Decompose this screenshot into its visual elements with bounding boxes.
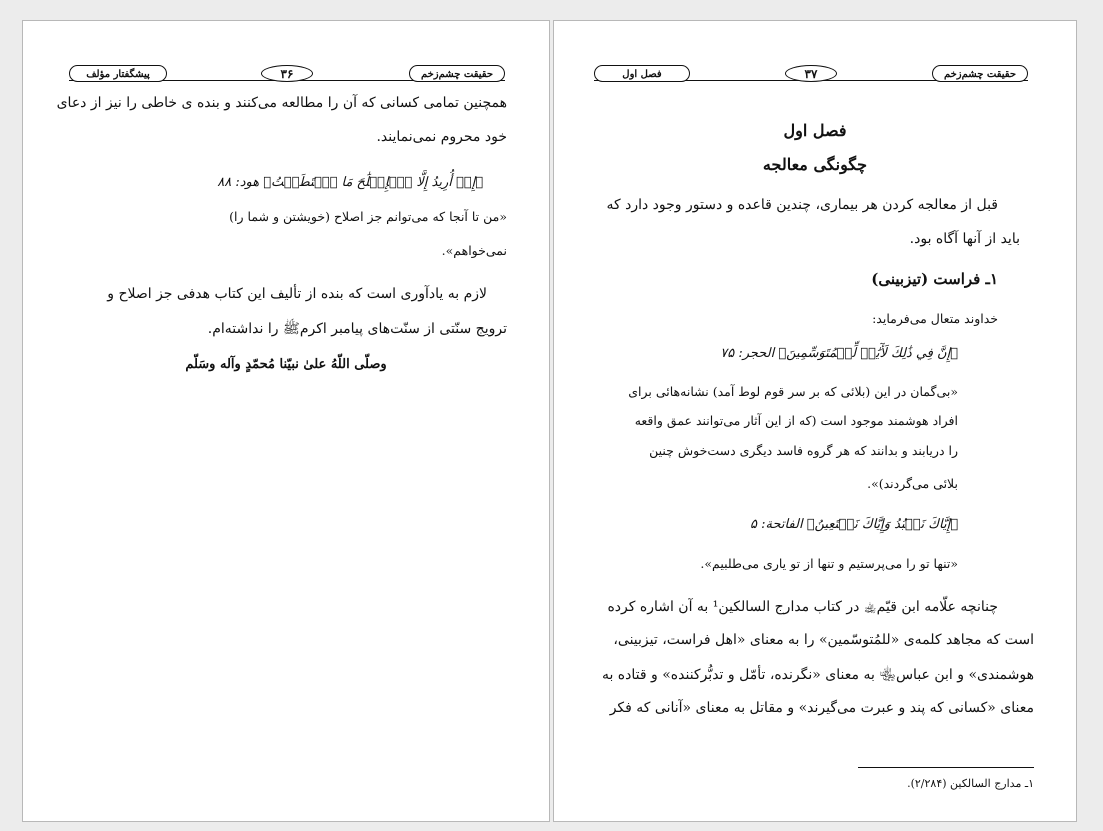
header-page-number: ۳۶ xyxy=(261,65,313,82)
body-line: لازم به یادآوری است که بنده از تألیف این کتاب هدفی جز اصلاح و xyxy=(107,286,487,302)
footnote-rule xyxy=(858,767,1034,768)
quran-verse: ﴿إِيَّاكَ نَعۡبُدُ وَإِيَّاكَ نَسۡتَعِينُ﴾ الفاتحة: ۵ xyxy=(749,517,958,532)
closing-salutation: وصلّی اللّهُ علىٰ نبيّنا مُحمّدٍ وآله وسَلّم xyxy=(185,357,387,372)
verse-translation: «بی‌گمان در این (بلائی که بر سر قوم لوط آمد) نشانه‌هائی برای xyxy=(628,384,958,399)
header-page-number: ۳۷ xyxy=(785,65,837,82)
book-page-37 xyxy=(553,20,1077,822)
verse-translation: «من تا آنجا که می‌توانم جز اصلاح (خویشتن و شما را) xyxy=(229,209,507,224)
body-line: هوشمندی» و ابن عباس﵄ به معنای «نگرنده، تأمّل و تدبُّرکننده» و قتاده به xyxy=(601,667,1034,683)
section-heading: ۱ـ فراست (تیزبینی) xyxy=(871,270,998,288)
page-header xyxy=(69,64,505,84)
quran-verse: ﴿إِنَّ فِي ذَٰلِكَ لَأٓيَٰتٖ لِّلۡمُتَوَسِّمِينَ﴾ الحجر: ۷۵ xyxy=(720,346,958,361)
verse-translation: نمی‌خواهم». xyxy=(441,243,507,258)
body-line: خداوند متعال می‌فرماید: xyxy=(872,311,998,326)
verse-translation: «تنها تو را می‌پرستیم و تنها از تو یاری می‌طلبیم». xyxy=(700,556,958,571)
verse-translation: بلائی می‌گردند)». xyxy=(867,476,958,491)
header-section-title: فصل اول xyxy=(594,65,690,82)
page-header xyxy=(594,64,1028,84)
header-section-title: پیشگفتار مؤلف xyxy=(69,65,167,82)
verse-translation: را دریابند و بدانند که هر گروه فاسد دیگری دست‌خوش چنین xyxy=(649,443,958,458)
header-book-title: حقیقت چشم‌زخم xyxy=(932,65,1028,82)
body-line: است که مجاهد کلمه‌ی «للمُتوسّمین» را به معنای «اهل فراست، تیزبینی، xyxy=(613,632,1034,648)
body-line: معنای «کسانی که پند و عبرت می‌گیرند» و مقاتل به معنای «آنانی که فکر xyxy=(609,700,1034,716)
quran-verse: ﴿إِنۡ أُرِيدُ إِلَّا ٱلۡإِصۡلَٰحَ مَا ٱسۡتَطَعۡتُ﴾ هود: ۸۸ xyxy=(217,175,483,190)
body-line: خود محروم نمی‌نمایند. xyxy=(376,129,507,145)
chapter-title: فصل اول xyxy=(783,121,847,140)
body-line: همچنین تمامی کسانی که آن را مطالعه می‌کنند و بنده ی خاطی را نیز از دعای xyxy=(56,95,507,111)
book-page-36 xyxy=(22,20,550,822)
body-line: چنانچه علّامه ابن قیّم‌﵀ در کتاب مدارج السالکین¹ به آن اشاره کرده xyxy=(607,599,998,615)
body-line: باید از آنها آگاه بود. xyxy=(909,231,1020,247)
chapter-subtitle: چگونگی معالجه xyxy=(762,155,868,174)
header-book-title: حقیقت چشم‌زخم xyxy=(409,65,505,82)
body-line: ترویج سنّتی از سنّت‌های پیامبر اکرمﷺ را نداشته‌ام. xyxy=(207,321,507,337)
footnote: ۱ـ مدارج السالکین (۲/۲۸۴). xyxy=(907,777,1034,790)
verse-translation: افراد هوشمند موجود است (که از این آثار می‌توانند عمق واقعه xyxy=(634,413,958,428)
body-line: قبل از معالجه کردن هر بیماری، چندین قاعده و دستور وجود دارد که xyxy=(606,197,998,213)
